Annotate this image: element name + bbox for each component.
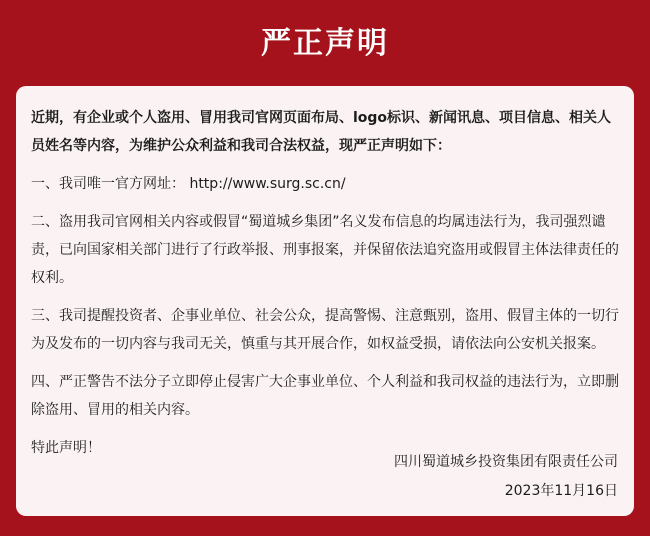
statement-item-4: 四、严正警告不法分子立即停止侵害广大企事业单位、个人利益和我司权益的违法行为，立即删除盗用、冒用的相关内容。: [31, 374, 619, 418]
statement-intro: 近期，有企业或个人盗用、冒用我司官网页面布局、logo标识、新闻讯息、项目信息、相关人员姓名等内容，为维护公众利益和我司合法权益，现严正声明如下：: [31, 110, 612, 154]
statement-item-1: 一、我司唯一官方网址： http://www.surg.sc.cn/: [31, 176, 346, 192]
statement-item-3: 三、我司提醒投资者、企事业单位、社会公众，提高警惕、注意甄别，盗用、假冒主体的一切行为及发布的一切内容与我司无关，慎重与其开展合作，如权益受损，请依法向公安机关报案。: [31, 308, 619, 352]
statement-closing: 特此声明！: [31, 440, 101, 456]
statement-card: [16, 86, 634, 516]
signature-date: 2023年11月16日: [504, 483, 618, 499]
page-title: 严正声明: [261, 26, 389, 61]
signature-company: 四川蜀道城乡投资集团有限责任公司: [394, 454, 618, 470]
statement-item-2: 二、盗用我司官网相关内容或假冒“蜀道城乡集团”名义发布信息的均属违法行为，我司强烈谴责，已向国家相关部门进行了行政举报、刑事报案，并保留依法追究盗用或假冒主体法律责任的权利。: [31, 214, 619, 286]
